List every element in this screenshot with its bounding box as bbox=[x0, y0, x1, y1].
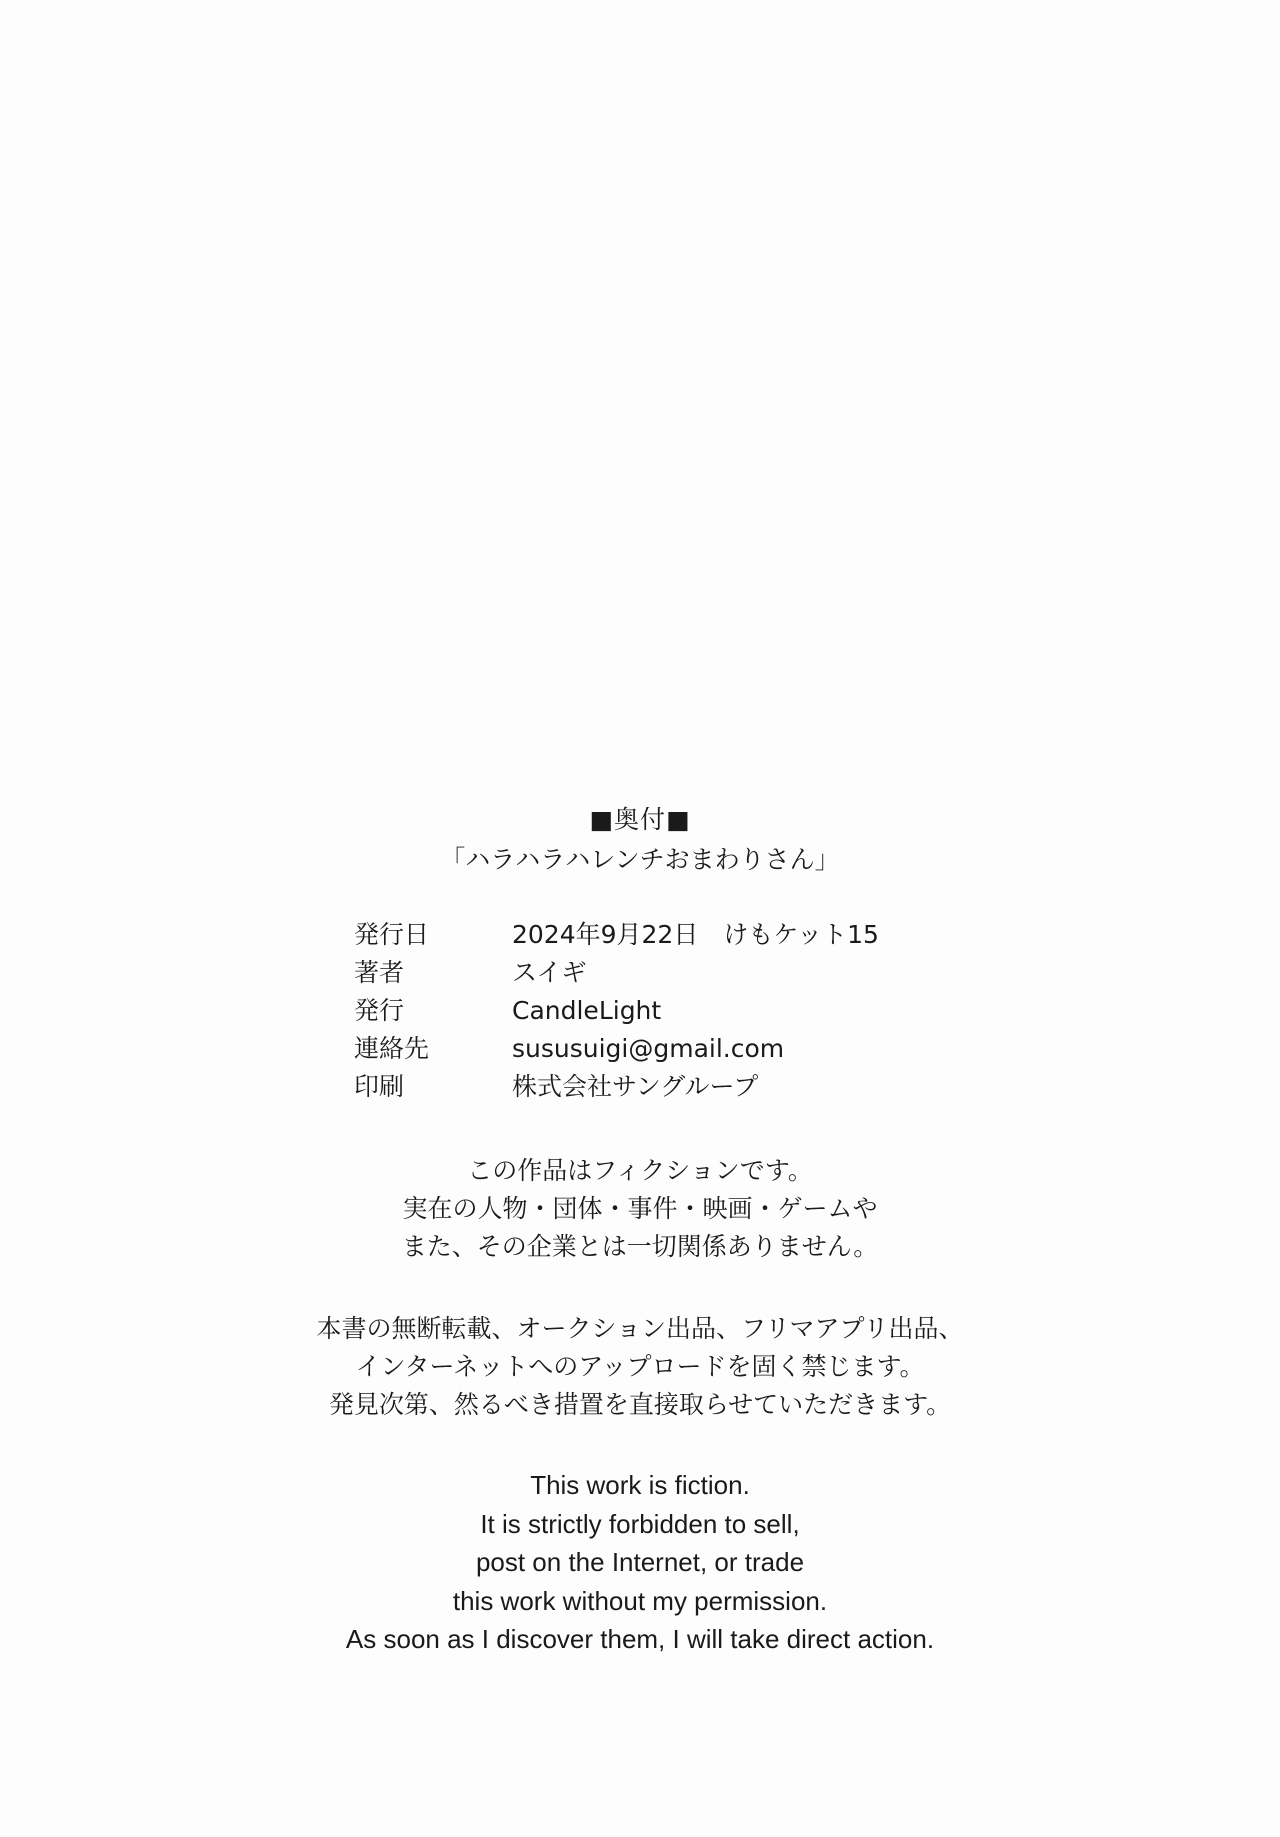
notice-line: 発見次第、然るべき措置を直接取らせていただきます。 bbox=[328, 1390, 952, 1419]
detail-row-publisher bbox=[354, 992, 914, 1030]
detail-row-author bbox=[354, 954, 914, 992]
fiction-notice bbox=[0, 1152, 1280, 1266]
notice-line: インターネットへのアップロードを固く禁じます。 bbox=[355, 1352, 925, 1381]
detail-value: CandleLight bbox=[512, 996, 662, 1025]
detail-row-printer bbox=[354, 1068, 914, 1106]
publication-details bbox=[354, 916, 914, 1106]
detail-row-publish-date bbox=[354, 916, 914, 954]
notice-line: また、その企業とは一切関係ありません。 bbox=[401, 1232, 879, 1261]
detail-row-contact bbox=[354, 1030, 914, 1068]
notice-line: 実在の人物・団体・事件・映画・ゲームや bbox=[402, 1194, 878, 1223]
notice-line: This work is fiction. bbox=[530, 1470, 750, 1500]
notice-line: As soon as I discover them, I will take direct action. bbox=[345, 1624, 935, 1654]
detail-label: 連絡先 bbox=[354, 1034, 430, 1063]
detail-label: 著者 bbox=[354, 958, 405, 987]
notice-line: It is strictly forbidden to sell, bbox=[480, 1508, 800, 1539]
contact-email: sususuigi@gmail.com bbox=[512, 1034, 785, 1063]
colophon bbox=[0, 800, 1280, 1659]
detail-label: 発行 bbox=[354, 996, 405, 1025]
notice-line: this work without my permission. bbox=[452, 1585, 828, 1616]
colophon-heading: ■奥付■ bbox=[589, 805, 691, 834]
detail-value: 2024年9月22日 けもケット15 bbox=[512, 920, 879, 949]
book-title: 「ハラハラハレンチおまわりさん」 bbox=[440, 845, 840, 874]
english-notice bbox=[0, 1466, 1280, 1659]
detail-label: 発行日 bbox=[354, 920, 430, 949]
detail-value: 株式会社サングループ bbox=[512, 1072, 759, 1101]
notice-line: この作品はフィクションです。 bbox=[467, 1156, 813, 1185]
detail-value: スイギ bbox=[512, 958, 587, 987]
notice-line: post on the Internet, or trade bbox=[475, 1547, 805, 1577]
prohibition-notice bbox=[0, 1310, 1280, 1424]
notice-line: 本書の無断転載、オークション出品、フリマアプリ出品、 bbox=[316, 1314, 964, 1343]
detail-label: 印刷 bbox=[354, 1072, 405, 1101]
